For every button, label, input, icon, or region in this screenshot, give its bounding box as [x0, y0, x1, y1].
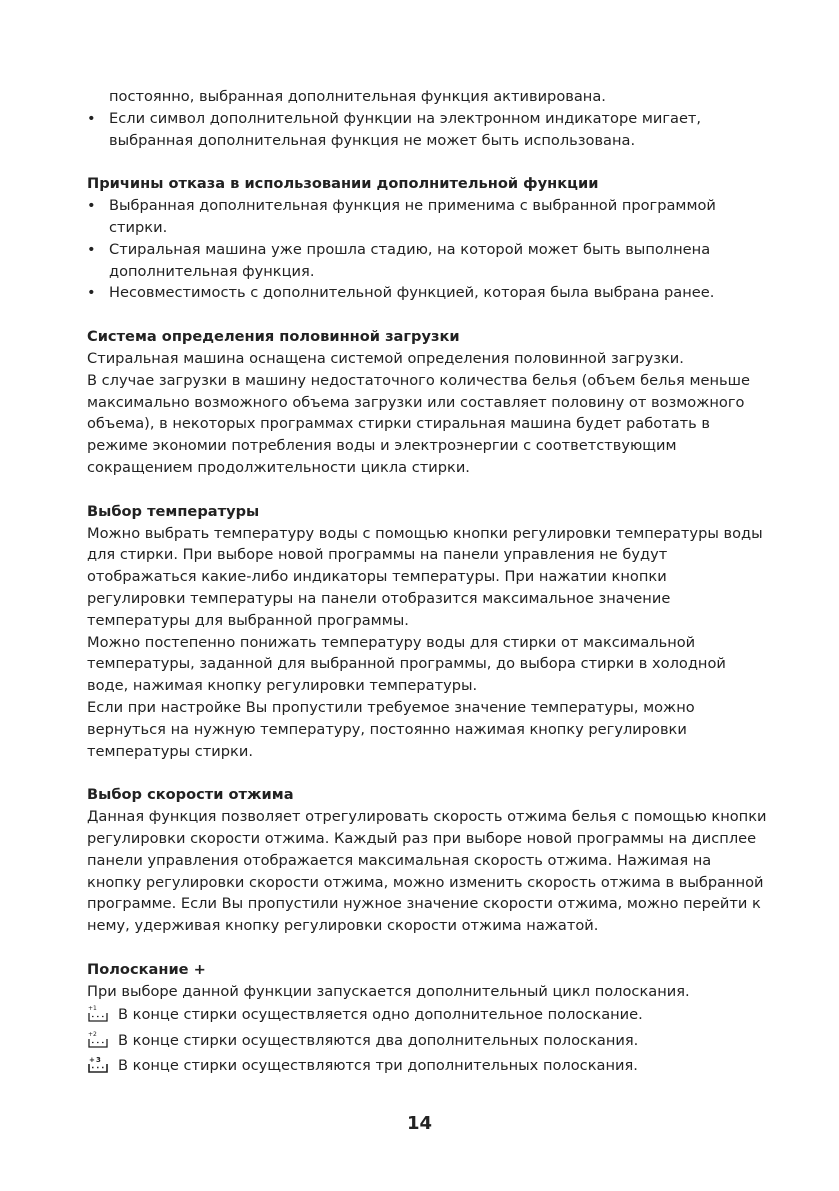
- section-heading: Система определения половинной загрузки: [87, 328, 460, 346]
- rinse-option-3: [87, 1053, 767, 1079]
- list-item: • Стиральная машина уже прошла стадию, на которой может быть выполнена дополнительная функция.: [87, 240, 711, 280]
- section-reasons: [87, 173, 767, 304]
- paragraph: В случае загрузки в машину недостаточного количества белья (объем белья меньше максимально возможного объема загрузки или составляет половину от возможного объема), в некоторых программах стирки стиральная машина будет работать в режиме экономии потребления воды и электроэнергии с соответствующим сокращением продолжительности цикла стирки.: [87, 371, 750, 476]
- paragraph: Данная функция позволяет отрегулировать скорость отжима белья с помощью кнопки регулировки скорости отжима. Каждый раз при выборе новой программы на дисплее панели управления отображается максимальная скорость отжима. Нажимая на кнопку регулировки скорости отжима, можно изменить скорость отжима в выбранной программе. Если Вы пропустили нужное значение скорости отжима, можно перейти к нему, удерживая кнопку регулировки скорости отжима нажатой.: [87, 808, 767, 935]
- section-spin: [87, 784, 767, 937]
- continued-line: постоянно, выбранная дополнительная функция активирована.: [109, 88, 606, 105]
- rinse-option-1: [87, 1002, 767, 1028]
- page-content: [87, 86, 767, 1079]
- page-number: 14: [406, 1113, 433, 1134]
- svg-text:+: +: [88, 1030, 94, 1038]
- list-item: • Если символ дополнительной функции на электронном индикаторе мигает, выбранная дополнительная функция не может быть использована.: [87, 109, 702, 149]
- svg-text:1: 1: [93, 1005, 97, 1013]
- svg-text:+: +: [88, 1005, 94, 1013]
- svg-text:2: 2: [93, 1030, 97, 1038]
- paragraph: Можно выбрать температуру воды с помощью кнопки регулировки температуры воды для стирки. При выборе новой программы на панели управления не будут отображаться какие-либо индикаторы температуры. При нажатии кнопки регулировки температуры на панели отобразится максимальное значение температуры для выбранной программы.: [87, 524, 763, 629]
- intro-bullet-list: [87, 108, 767, 152]
- paragraph: Если при настройке Вы пропустили требуемое значение температуры, можно вернуться на нужную температуру, постоянно нажимая кнопку регулировки температуры стирки.: [87, 698, 695, 760]
- paragraph: Стиральная машина оснащена системой определения половинной загрузки.: [87, 349, 684, 367]
- rinse-option-text: В конце стирки осуществляются три дополнительных полоскания.: [118, 1057, 638, 1075]
- reasons-bullet-list: [87, 195, 767, 304]
- section-heading: Выбор скорости отжима: [87, 786, 294, 804]
- paragraph: Можно постепенно понижать температуру воды для стирки от максимальной температуры, заданной для выбранной программы, до выбора стирки в холодной воде, нажимая кнопку регулировки температуры.: [87, 633, 726, 695]
- rinse-plus-3-icon: [87, 1055, 109, 1075]
- section-heading: Выбор температуры: [87, 502, 260, 520]
- rinse-option-text: В конце стирки осуществляются два дополнительных полоскания.: [118, 1031, 639, 1049]
- svg-text:+: +: [89, 1056, 95, 1065]
- list-item: • Несовместимость с дополнительной функцией, которая была выбрана ранее.: [87, 284, 715, 302]
- paragraph: При выборе данной функции запускается дополнительный цикл полоскания.: [87, 982, 690, 1000]
- section-heading: Полоскание +: [87, 960, 206, 978]
- list-item: • Выбранная дополнительная функция не применима с выбранной программой стирки.: [87, 197, 716, 236]
- section-temperature: [87, 501, 767, 763]
- svg-text:3: 3: [96, 1056, 101, 1065]
- section-rinse: [87, 959, 767, 1079]
- rinse-option-text: В конце стирки осуществляется одно дополнительное полоскание.: [118, 1006, 643, 1024]
- rinse-plus-1-icon: [87, 1004, 109, 1024]
- section-heading: Причины отказа в использовании дополнительной функции: [87, 175, 599, 193]
- section-half-load: [87, 326, 767, 479]
- rinse-option-2: [87, 1028, 767, 1054]
- rinse-plus-2-icon: [87, 1030, 109, 1050]
